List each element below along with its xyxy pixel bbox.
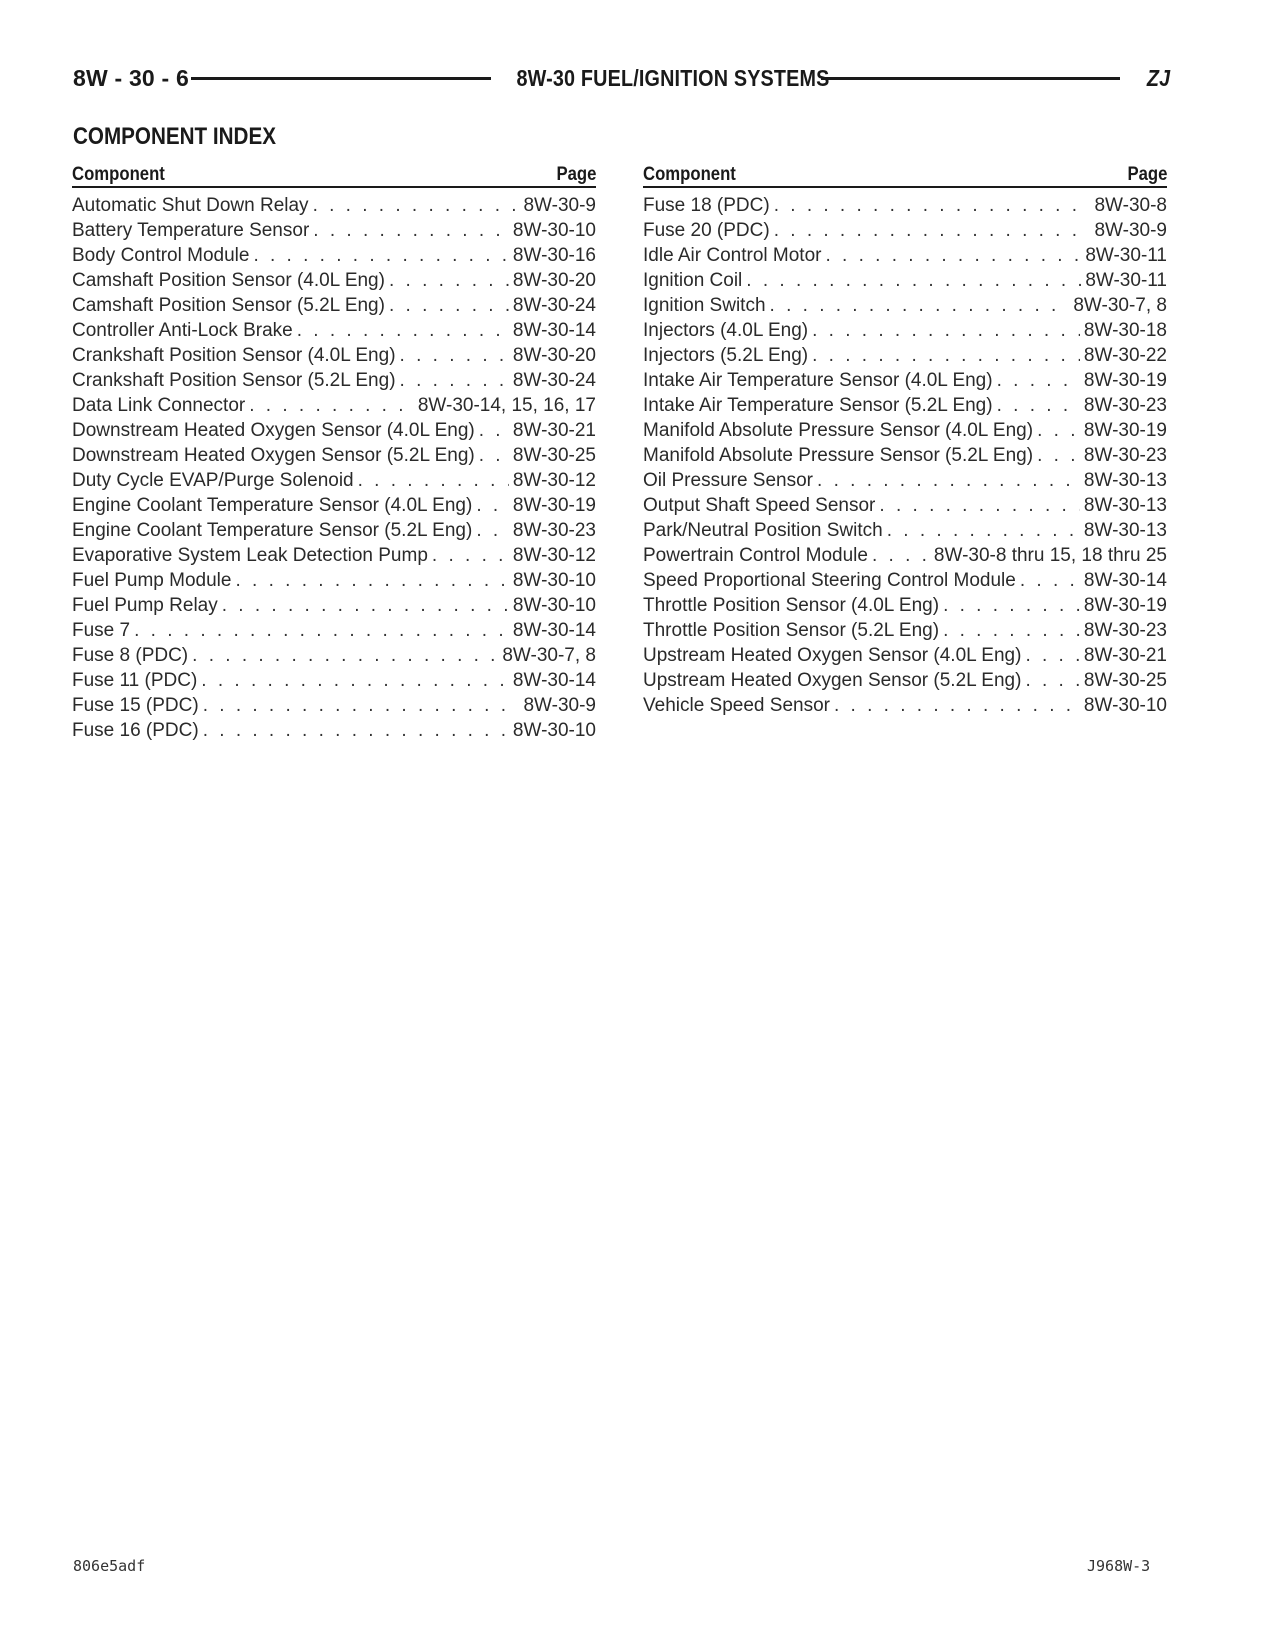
index-entry: [72, 668, 596, 693]
entry-component: Battery Temperature Sensor: [72, 220, 310, 241]
index-entry: [72, 193, 596, 218]
entry-component: Manifold Absolute Pressure Sensor (4.0L Eng): [643, 420, 1034, 441]
entry-page: 8W-30-11: [1085, 245, 1167, 266]
entry-page: 8W-30-20: [512, 345, 596, 366]
index-column-left: [72, 160, 596, 743]
entry-page: 8W-30-10: [512, 595, 596, 616]
leader-dots: [400, 368, 509, 393]
index-entry: [72, 343, 596, 368]
leader-dots: [879, 493, 1080, 518]
entry-page: 8W-30-11: [1085, 270, 1167, 291]
entry-component: Downstream Heated Oxygen Sensor (5.2L Eng): [72, 445, 475, 466]
entry-page: 8W-30-25: [512, 445, 596, 466]
entry-page: 8W-30-14: [512, 320, 596, 341]
footer-left-code: 806e5adf: [73, 1557, 146, 1575]
index-column-right: [643, 160, 1167, 718]
leader-dots: [943, 593, 1080, 618]
leader-dots: [943, 618, 1080, 643]
entry-component: Idle Air Control Motor: [643, 245, 822, 266]
index-entry: [72, 543, 596, 568]
entry-component: Fuse 11 (PDC): [72, 670, 198, 691]
leader-dots: [134, 618, 509, 643]
index-entry: [72, 718, 596, 743]
entry-page: 8W-30-7, 8: [502, 645, 596, 666]
leader-dots: [222, 593, 509, 618]
entry-page: 8W-30-7, 8: [1073, 295, 1167, 316]
leader-dots: [201, 668, 509, 693]
entry-page: 8W-30-14: [1083, 570, 1167, 591]
leader-dots: [1020, 568, 1080, 593]
leader-dots: [253, 243, 508, 268]
index-entry: [72, 618, 596, 643]
leader-dots: [1037, 443, 1080, 468]
entry-page: 8W-30-12: [512, 470, 596, 491]
index-entry: [643, 668, 1167, 693]
index-entry: [643, 343, 1167, 368]
leader-dots: [235, 568, 508, 593]
entry-page: 8W-30-9: [1094, 220, 1167, 241]
entry-page: 8W-30-23: [1083, 620, 1167, 641]
entry-page: 8W-30-9: [523, 195, 596, 216]
index-entry: [643, 443, 1167, 468]
index-entry: [643, 243, 1167, 268]
header-page-ref: 8W - 30 - 6: [73, 64, 189, 91]
header-title: 8W-30 FUEL/IGNITION SYSTEMS: [515, 64, 830, 91]
leader-dots: [746, 268, 1081, 293]
index-rows-left: [72, 193, 596, 743]
index-entry: [643, 568, 1167, 593]
leader-dots: [817, 468, 1080, 493]
column-header-page: Page: [556, 164, 596, 185]
column-header: [72, 160, 596, 188]
leader-dots: [812, 318, 1080, 343]
entry-component: Automatic Shut Down Relay: [72, 195, 309, 216]
leader-dots: [812, 343, 1080, 368]
entry-page: 8W-30-8: [1094, 195, 1167, 216]
entry-page: 8W-30-10: [512, 570, 596, 591]
index-entry: [72, 293, 596, 318]
index-entry: [72, 418, 596, 443]
entry-component: Ignition Switch: [643, 295, 766, 316]
entry-page: 8W-30-10: [512, 720, 596, 741]
leader-dots: [774, 218, 1091, 243]
index-entry: [643, 618, 1167, 643]
index-entry: [72, 443, 596, 468]
index-entry: [72, 643, 596, 668]
leader-dots: [313, 218, 509, 243]
entry-page: 8W-30-13: [1083, 470, 1167, 491]
index-entry: [643, 593, 1167, 618]
leader-dots: [479, 418, 509, 443]
entry-component: Camshaft Position Sensor (5.2L Eng): [72, 295, 385, 316]
index-entry: [643, 518, 1167, 543]
entry-component: Powertrain Control Module: [643, 545, 868, 566]
entry-page: 8W-30-24: [512, 295, 596, 316]
leader-dots: [872, 543, 930, 568]
entry-component: Downstream Heated Oxygen Sensor (4.0L Eng): [72, 420, 475, 441]
entry-page: 8W-30-10: [512, 220, 596, 241]
index-entry: [72, 468, 596, 493]
entry-page: 8W-30-8 thru 15, 18 thru 25: [933, 545, 1167, 566]
leader-dots: [313, 193, 520, 218]
leader-dots: [476, 493, 509, 518]
index-entry: [643, 218, 1167, 243]
entry-component: Injectors (5.2L Eng): [643, 345, 809, 366]
page-header: [73, 62, 1170, 94]
leader-dots: [389, 293, 509, 318]
leader-dots: [770, 293, 1070, 318]
leader-dots: [997, 368, 1080, 393]
leader-dots: [774, 193, 1091, 218]
index-entry: [643, 468, 1167, 493]
entry-page: 8W-30-22: [1083, 345, 1167, 366]
index-entry: [72, 268, 596, 293]
leader-dots: [476, 518, 509, 543]
entry-component: Manifold Absolute Pressure Sensor (5.2L Eng): [643, 445, 1034, 466]
entry-page: 8W-30-14: [512, 620, 596, 641]
entry-page: 8W-30-24: [512, 370, 596, 391]
index-entry: [72, 693, 596, 718]
leader-dots: [203, 693, 520, 718]
entry-component: Fuel Pump Relay: [72, 595, 218, 616]
leader-dots: [432, 543, 509, 568]
index-entry: [72, 593, 596, 618]
entry-page: 8W-30-14, 15, 16, 17: [417, 395, 596, 416]
entry-component: Fuse 16 (PDC): [72, 720, 199, 741]
column-header-component: Component: [72, 164, 165, 185]
entry-page: 8W-30-13: [1083, 495, 1167, 516]
header-rule-left: [191, 77, 491, 80]
leader-dots: [1025, 668, 1079, 693]
entry-component: Fuse 20 (PDC): [643, 220, 770, 241]
entry-page: 8W-30-9: [523, 695, 596, 716]
entry-page: 8W-30-23: [1083, 445, 1167, 466]
index-entry: [643, 493, 1167, 518]
entry-component: Upstream Heated Oxygen Sensor (4.0L Eng): [643, 645, 1022, 666]
header-rule-right: [821, 77, 1121, 80]
entry-component: Vehicle Speed Sensor: [643, 695, 830, 716]
entry-component: Output Shaft Speed Sensor: [643, 495, 876, 516]
entry-component: Evaporative System Leak Detection Pump: [72, 545, 428, 566]
column-header: [643, 160, 1167, 188]
entry-page: 8W-30-19: [1083, 420, 1167, 441]
index-entry: [72, 218, 596, 243]
index-entry: [643, 643, 1167, 668]
entry-component: Ignition Coil: [643, 270, 743, 291]
leader-dots: [479, 443, 509, 468]
index-rows-right: [643, 193, 1167, 718]
entry-component: Body Control Module: [72, 245, 250, 266]
leader-dots: [400, 343, 509, 368]
entry-component: Oil Pressure Sensor: [643, 470, 814, 491]
index-entry: [643, 268, 1167, 293]
header-title-wrap: [491, 64, 830, 92]
entry-component: Engine Coolant Temperature Sensor (4.0L Eng): [72, 495, 473, 516]
index-entry: [643, 393, 1167, 418]
header-model: ZJ: [1146, 64, 1170, 91]
index-entry: [72, 493, 596, 518]
leader-dots: [297, 318, 509, 343]
leader-dots: [203, 718, 509, 743]
entry-page: 8W-30-21: [1083, 645, 1167, 666]
entry-page: 8W-30-18: [1083, 320, 1167, 341]
entry-component: Fuse 18 (PDC): [643, 195, 770, 216]
column-header-component: Component: [643, 164, 736, 185]
entry-component: Intake Air Temperature Sensor (4.0L Eng): [643, 370, 993, 391]
index-entry: [643, 368, 1167, 393]
entry-page: 8W-30-10: [1083, 695, 1167, 716]
leader-dots: [834, 693, 1080, 718]
leader-dots: [249, 393, 414, 418]
entry-component: Fuse 8 (PDC): [72, 645, 189, 666]
leader-dots: [389, 268, 509, 293]
index-entry: [72, 393, 596, 418]
leader-dots: [997, 393, 1080, 418]
index-entry: [643, 318, 1167, 343]
entry-component: Engine Coolant Temperature Sensor (5.2L Eng): [72, 520, 473, 541]
index-entry: [72, 518, 596, 543]
entry-component: Upstream Heated Oxygen Sensor (5.2L Eng): [643, 670, 1022, 691]
entry-page: 8W-30-19: [1083, 595, 1167, 616]
column-header-page: Page: [1127, 164, 1167, 185]
leader-dots: [825, 243, 1081, 268]
entry-component: Fuse 7: [72, 620, 131, 641]
entry-page: 8W-30-19: [512, 495, 596, 516]
index-entry: [643, 418, 1167, 443]
entry-page: 8W-30-14: [512, 670, 596, 691]
footer-right-code: J968W-3: [1087, 1557, 1151, 1575]
entry-component: Speed Proportional Steering Control Module: [643, 570, 1016, 591]
entry-page: 8W-30-12: [512, 545, 596, 566]
entry-component: Controller Anti-Lock Brake: [72, 320, 293, 341]
index-entry: [643, 193, 1167, 218]
entry-component: Crankshaft Position Sensor (4.0L Eng): [72, 345, 396, 366]
section-title: COMPONENT INDEX: [73, 123, 276, 150]
entry-page: 8W-30-20: [512, 270, 596, 291]
entry-component: Injectors (4.0L Eng): [643, 320, 809, 341]
entry-component: Throttle Position Sensor (5.2L Eng): [643, 620, 940, 641]
index-entry: [72, 318, 596, 343]
leader-dots: [192, 643, 498, 668]
header-page-ref-wrap: [73, 65, 191, 92]
entry-component: Crankshaft Position Sensor (5.2L Eng): [72, 370, 396, 391]
entry-component: Park/Neutral Position Switch: [643, 520, 883, 541]
leader-dots: [1037, 418, 1080, 443]
entry-component: Throttle Position Sensor (4.0L Eng): [643, 595, 940, 616]
entry-page: 8W-30-13: [1083, 520, 1167, 541]
leader-dots: [1025, 643, 1079, 668]
entry-page: 8W-30-16: [512, 245, 596, 266]
index-entry: [72, 568, 596, 593]
entry-component: Data Link Connector: [72, 395, 246, 416]
entry-page: 8W-30-19: [1083, 370, 1167, 391]
index-entry: [72, 368, 596, 393]
leader-dots: [358, 468, 509, 493]
index-entry: [72, 243, 596, 268]
entry-component: Fuel Pump Module: [72, 570, 232, 591]
entry-page: 8W-30-25: [1083, 670, 1167, 691]
leader-dots: [887, 518, 1080, 543]
entry-page: 8W-30-21: [512, 420, 596, 441]
entry-page: 8W-30-23: [1083, 395, 1167, 416]
entry-component: Camshaft Position Sensor (4.0L Eng): [72, 270, 385, 291]
index-entry: [643, 543, 1167, 568]
index-entry: [643, 293, 1167, 318]
entry-component: Duty Cycle EVAP/Purge Solenoid: [72, 470, 354, 491]
index-entry: [643, 693, 1167, 718]
entry-component: Fuse 15 (PDC): [72, 695, 199, 716]
entry-component: Intake Air Temperature Sensor (5.2L Eng): [643, 395, 993, 416]
entry-page: 8W-30-23: [512, 520, 596, 541]
header-model-wrap: [1130, 65, 1170, 92]
